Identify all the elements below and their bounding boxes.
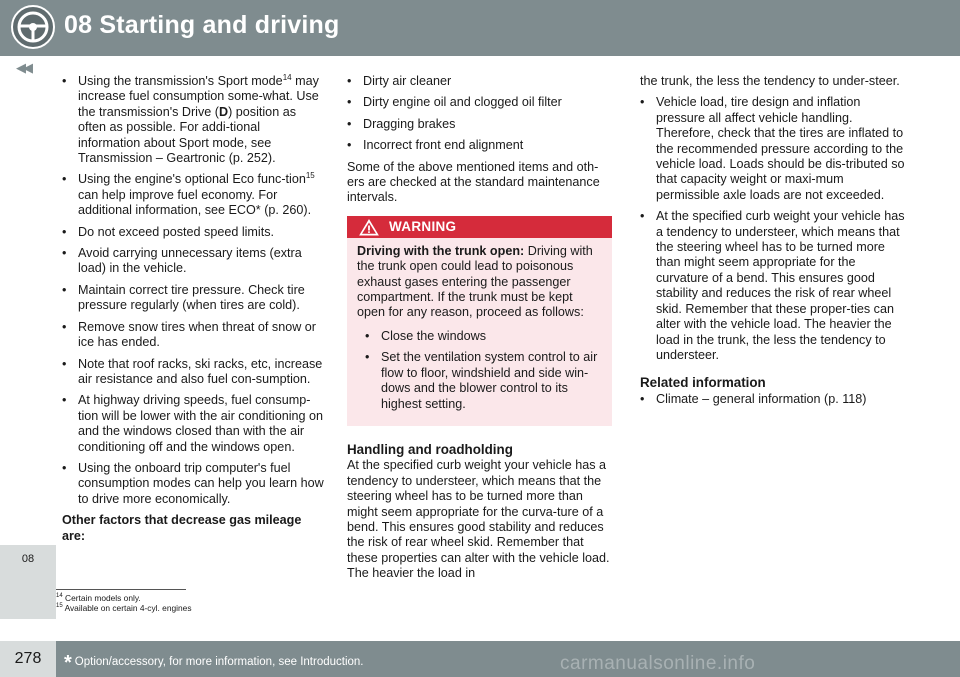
continued-paragraph: the trunk, the less the tendency to under-steer. [640, 74, 900, 88]
footnotes [56, 589, 192, 613]
list-item: • Using the onboard trip computer's fuel consumption modes can help you learn how to drive more economically. [62, 461, 324, 507]
list-item: • At highway driving speeds, fuel consump-tion will be lower with the air conditioning on and the windows closed than with the air conditioning off and the windows open. [62, 393, 324, 455]
maintenance-paragraph: Some of the above mentioned items and oth-ers are checked at the standard maintenance intervals. [347, 159, 600, 205]
column-left [62, 74, 324, 550]
warning-header [347, 216, 612, 238]
list-item: • Vehicle load, tire design and inflation pressure all affect vehicle handling. Therefore, check that the tires are inflated to the recommended pressure according to the vehicle load. Loads should be dis-tributed so that capacity weight or maxi-mum permissible axle loads are not exceeded. [640, 95, 908, 203]
list-item: • Avoid carrying unnecessary items (extra load) in the vehicle. [62, 246, 324, 277]
steering-wheel-icon [10, 4, 56, 50]
section-heading-handling: Handling and roadholding [347, 441, 513, 457]
list-item: • Dragging brakes [347, 117, 612, 132]
warning-lead: Driving with the trunk open: [357, 243, 525, 258]
subheading-other-factors: Other factors that decrease gas mileage are: [62, 513, 302, 543]
star-icon: * [64, 652, 72, 674]
related-link[interactable]: • Climate – general information (p. 118) [640, 392, 908, 407]
list-item: • Using the engine's optional Eco func-tion$^{15}$ can help improve fuel economy. For additional information, see ECO* (p. 260). [62, 172, 324, 218]
list-item: • Maintain correct tire pressure. Check tire pressure regularly (when tires are cold). [62, 283, 324, 314]
list-item: • At the specified curb weight your vehicle has a tendency to understeer, which means that the steering wheel has to be turned more than might seem appropriate for the curvature of a bend. This ensures good stability and reduces the risk of rear wheel skid. Remember that these proper-ties can alter with the vehicle load. The heavier the load in the trunk, the less the tendency to understeer. [640, 209, 908, 363]
warning-body [347, 238, 612, 426]
list-item: • Set the ventilation system control to air flow to floor, windshield and side win-dows and the blower control to its highest setting. [357, 350, 602, 412]
handling-paragraph: At the specified curb weight your vehicle has a tendency to understeer, which means that the steering wheel has to be turned more than might seem appropriate for the curva-ture of a bend. This ensures good stability and reduces the risk of rear wheel skid. Remember that these properties can alter with the vehicle load. The heavier the load in [347, 458, 610, 581]
column-right [640, 74, 908, 413]
list-item: • Dirty engine oil and clogged oil filter [347, 95, 612, 110]
warning-title: WARNING [389, 218, 457, 234]
list-item: • Incorrect front end alignment [347, 138, 612, 153]
footnote: $^{14}$ Certain models only. [56, 593, 141, 603]
related-information-heading: Related information [640, 375, 766, 391]
chapter-title: 08 Starting and driving [64, 11, 340, 39]
list-item: • Remove snow tires when threat of snow or ice has ended. [62, 320, 324, 351]
list-item: • Note that roof racks, ski racks, etc, increase air resistance and also fuel con-sumption. [62, 357, 324, 388]
watermark: carmanualsonline.info [560, 653, 756, 674]
chapter-side-tab-label: 08 [21, 553, 35, 565]
page-number: 278 [14, 650, 42, 667]
list-item: • Do not exceed posted speed limits. [62, 225, 324, 240]
warning-box [347, 216, 612, 426]
column-middle [347, 74, 612, 588]
warning-triangle-icon [359, 219, 379, 236]
list-item: • Close the windows [357, 329, 602, 344]
footer-note: * Option/accessory, for more information, see Introduction. [64, 652, 364, 674]
list-item: • Using the transmission's Sport mode$^{14}$ may increase fuel consumption some-what. Use the transmission's Drive (D) position as often as possible. For addi-tional information about Sport mode, see Transmission – Geartronic (p. 252). [62, 74, 324, 166]
footnote: $^{15}$ Available on certain 4-cyl. engines [56, 603, 192, 613]
warning-text: Driving with the trunk open could lead to poisonous exhaust gases entering the passenger compartment. If the trunk must be kept open for any reason, proceed as follows: [357, 243, 593, 320]
back-arrows-icon[interactable]: ◀◀ [16, 60, 30, 75]
list-item: • Dirty air cleaner [347, 74, 612, 89]
